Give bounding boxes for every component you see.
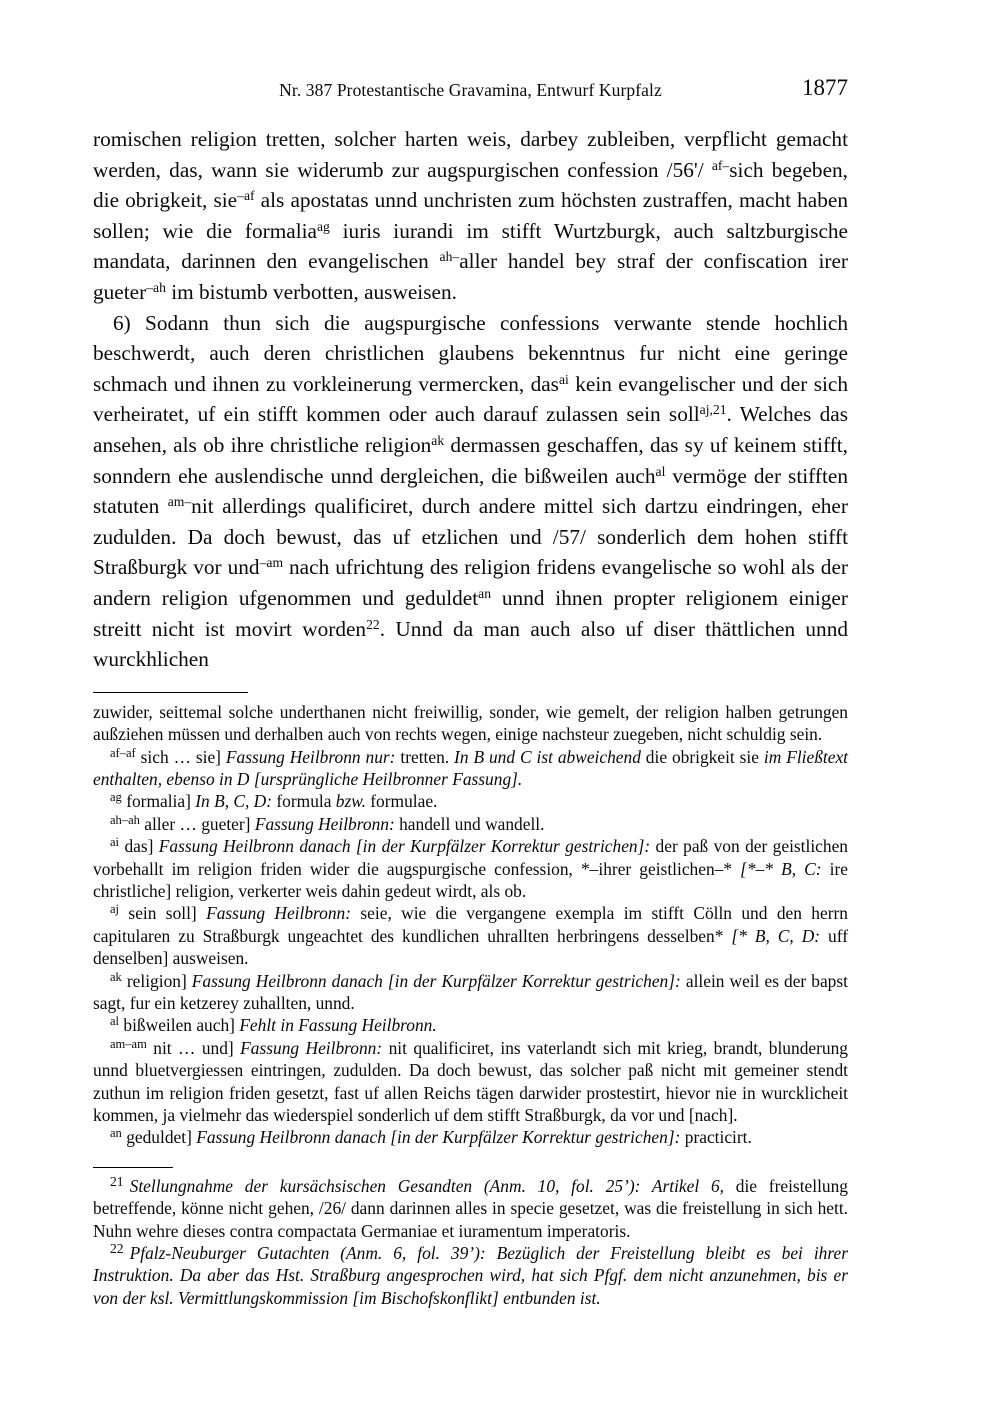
- entry-ah: [93, 813, 848, 835]
- entry-an: [93, 1126, 848, 1148]
- main-text-block: [93, 124, 848, 675]
- running-head-title: Nr. 387 Protestantische Gravamina, Entwurf Kurpfalz: [279, 80, 662, 100]
- apparatus-siglum: am–am: [110, 1036, 147, 1051]
- page-number: 1877: [802, 75, 848, 100]
- entry-ag: [93, 790, 848, 812]
- apparatus-roman-run: die obrigkeit sie: [640, 746, 764, 767]
- apparatus-roman-run: sich … sie]: [140, 746, 226, 767]
- marker-am-open: am–: [167, 494, 192, 510]
- apparatus-roman-run: der paß von der geistlichen vorbehallt im religion friden wider die augspurgische confession, *–ihrer geistlichen–*: [93, 836, 848, 879]
- entry-ak: [93, 970, 848, 1015]
- apparatus-roman-run: nit qualificiret, ins vaterlandt sich mit krieg, brandt, blunderung unnd bluetvergiessen eintringen, zudulden. Da doch bewust, das solcher paß nicht mit gemeiner stendt zuthun im religion friden gesetzt, fast uf allen Reichs tägen darwider prostestirt, hievor nie in wurcklicheit kommen, ja vielmehr das wiederspiel sonderlich uf dem stifft Straßburgk, da vor und [nach].: [93, 1037, 848, 1125]
- apparatus-siglum: af–af: [110, 745, 136, 760]
- apparatus-roman-run: practicirt.: [680, 1127, 752, 1148]
- apparatus-roman-run: religion]: [126, 970, 192, 991]
- apparatus-roman-run: sein soll]: [128, 903, 207, 924]
- marker-an: an: [478, 585, 492, 601]
- footnote-21: [93, 1175, 848, 1242]
- apparatus-siglum: an: [110, 1126, 122, 1141]
- page-content-column: [93, 0, 848, 1309]
- footnote-divider-rule: [93, 1167, 173, 1168]
- apparatus-continued-note: zuwider, seittemal solche underthanen nicht freiwillig, sonder, wie gemelt, der religion halben getrungen außziehen müssen und derhalben auch von rechts wegen, einige nachsteur zuegeben, nicht schuldig sein.: [93, 701, 848, 745]
- marker-ah-close: –ah: [146, 279, 166, 295]
- apparatus-italic-run: bzw.: [335, 791, 366, 812]
- apparatus-roman-run: formulae.: [365, 791, 438, 812]
- apparatus-roman-run: aller … gueter]: [144, 813, 255, 834]
- running-head: [93, 75, 848, 102]
- apparatus-italic-run: Fassung Heilbronn nur:: [225, 746, 396, 767]
- marker-aj: aj,21: [699, 402, 727, 418]
- footnote-number: 22: [110, 1241, 124, 1257]
- apparatus-roman-run: ire christliche] religion, verkerter weis dahin gedeut wirdt, als ob.: [93, 858, 849, 901]
- apparatus-entry-list: [93, 746, 848, 1149]
- apparatus-italic-run: In B, C, D:: [195, 791, 273, 812]
- apparatus-italic-run: Fassung Heilbronn danach [in der Kurpfälzer Korrektur gestrichen]:: [158, 836, 651, 857]
- apparatus-roman-run: das]: [124, 836, 159, 857]
- marker-ag: ag: [317, 218, 330, 234]
- apparatus-siglum: ai: [110, 835, 120, 850]
- apparatus-siglum: ah–ah: [110, 812, 140, 827]
- apparatus-siglum: aj: [110, 902, 120, 917]
- entry-ai: [93, 835, 848, 902]
- apparatus-italic-run: im Fließtext enthalten, ebenso in D [ursprüngliche Heilbronner Fassung].: [93, 746, 848, 789]
- footnote-italic-run: Stellungnahme der kursächsischen Gesandten (Anm. 10, fol. 25’): Artikel 6,: [129, 1175, 725, 1196]
- apparatus-roman-run: bißweilen auch]: [123, 1015, 240, 1036]
- apparatus-siglum: al: [110, 1014, 120, 1029]
- apparatus-siglum: ak: [110, 969, 122, 984]
- apparatus-italic-run: Fassung Heilbronn:: [240, 1037, 383, 1058]
- footnote-list: [93, 1175, 848, 1309]
- apparatus-siglum: ag: [110, 790, 122, 805]
- apparatus-italic-run: [* B, C, D:: [731, 925, 821, 946]
- apparatus-divider-rule: [93, 692, 248, 693]
- entry-am: [93, 1037, 848, 1127]
- marker-ah-open: ah–: [439, 249, 460, 265]
- apparatus-roman-run: handell und wandell.: [394, 813, 545, 834]
- footnote-number: 21: [110, 1174, 124, 1190]
- entry-aj: [93, 902, 848, 969]
- apparatus-roman-run: formula: [272, 791, 336, 812]
- apparatus-italic-run: Fehlt in Fassung Heilbronn.: [239, 1015, 437, 1036]
- marker-ak: ak: [431, 432, 445, 448]
- paragraph-article-6: 6) Sodann thun sich die augspurgische confessions verwante stende hochlich beschwerdt, auch deren christlichen glaubens bekenntnus fur nicht eine geringe schmach und ihnen zu vorkleinerung vermercken, das$^{ai}$ kein evangelischer und der sich verheiratet, uf ein stifft kommen oder auch darauf zulassen sein soll$^{aj,21}$. Welches das ansehen, als ob ihre christliche religion$^{ak}$ dermassen geschaffen, das sy uf keinem stifft, sonndern ehe auslendische unnd dergleichen, die bißweilen auch$^{al}$ vermöge der stifften statuten $^{am-}$nit allerdings qualificiret, durch andere mittel sich dartzu eindringen, eher zudulden. Da doch bewust, das uf etzlichen und /57/ sonderlich dem hohen stifft Straßburgk vor und$^{-am}$ nach ufrichtung des religion fridens evangelische so wohl als der andern religion ufgenommen und geduldet$^{an}$ unnd ihnen propter religionem einiger streitt nicht ist movirt worden$^{22}$. Unnd da man auch also uf diser thättlichen unnd wurckhlichen: [93, 310, 848, 672]
- paragraph-continuation: romischen religion tretten, solcher harten weis, darbey zubleiben, verpflicht gemacht werden, das, wann sie widerumb zur augspurgischen confession /56'/ $^{af-}$sich begeben, die obrigkeit, sie$^{-af}$ als apostatas unnd unchristen zum höchsten zustraffen, macht haben sollen; wie die formalia$^{ag}$ iuris iurandi im stifft Wurtzburgk, auch saltzburgische mandata, darinnen den evangelischen $^{ah-}$aller handel bey straf der confiscation irer gueter$^{-ah}$ im bistumb verbotten, ausweisen.: [93, 127, 848, 304]
- apparatus-roman-run: geduldet]: [126, 1127, 197, 1148]
- footnote-22: [93, 1242, 848, 1309]
- entry-af: [93, 746, 848, 791]
- apparatus-roman-run: uff denselben] ausweisen.: [93, 925, 848, 969]
- apparatus-italic-run: Fassung Heilbronn danach [in der Kurpfälzer Korrektur gestrichen]:: [191, 970, 681, 991]
- numbered-footnotes-block: [93, 1175, 848, 1309]
- apparatus-roman-run: formalia]: [126, 791, 196, 812]
- apparatus-roman-run: nit … und]: [153, 1037, 241, 1058]
- apparatus-roman-run: allein weil es der bapst sagt, fur ein ketzerey zuhallten, unnd.: [93, 970, 848, 1013]
- apparatus-italic-run: In B und C ist abweichend: [454, 746, 641, 767]
- apparatus-italic-run: Fassung Heilbronn:: [206, 903, 352, 924]
- footnote-italic-run: Pfalz-Neuburger Gutachten (Anm. 6, fol. 39’): Bezüglich der Freistellung bleibt es bei ihrer Instruktion. Da aber das Hst. Straßburg angesprochen wird, hat sich Pfgf. dem nicht anzunehmen, bis er von der ksl. Vermittlungskommission [im Bischofskonflikt] entbunden ist.: [93, 1243, 848, 1308]
- footnote-roman-run: die freistellung betreffende, könne nicht gehen, /26/ dann darinnen alles in specie gesetzet, was die freistellung in sich hett. Nuhn wehre dieses contra compactata Germaniae et iuramentum imperatoris.: [93, 1175, 848, 1241]
- apparatus-roman-run: seie, wie die vergangene exempla im stifft Cölln und den herrn capitularen zu Straßburgk ungeachtet des kundlichen uhrallten herbringens desselben*: [93, 903, 848, 946]
- apparatus-italic-run: Fassung Heilbronn:: [254, 813, 395, 834]
- marker-af-close: –af: [237, 188, 255, 204]
- apparatus-italic-run: [*–* B, C:: [740, 858, 822, 879]
- apparatus-italic-run: Fassung Heilbronn danach [in der Kurpfälzer Korrektur gestrichen]:: [196, 1127, 681, 1148]
- marker-al: al: [655, 463, 666, 479]
- apparatus-roman-run: tretten.: [395, 746, 455, 767]
- marker-af-open: af–: [711, 157, 730, 173]
- marker-am-close: –am: [259, 555, 284, 571]
- entry-al: [93, 1014, 848, 1036]
- critical-apparatus-block: [93, 701, 848, 1149]
- marker-fn-22: 22: [366, 616, 380, 632]
- marker-ai: ai: [558, 371, 569, 387]
